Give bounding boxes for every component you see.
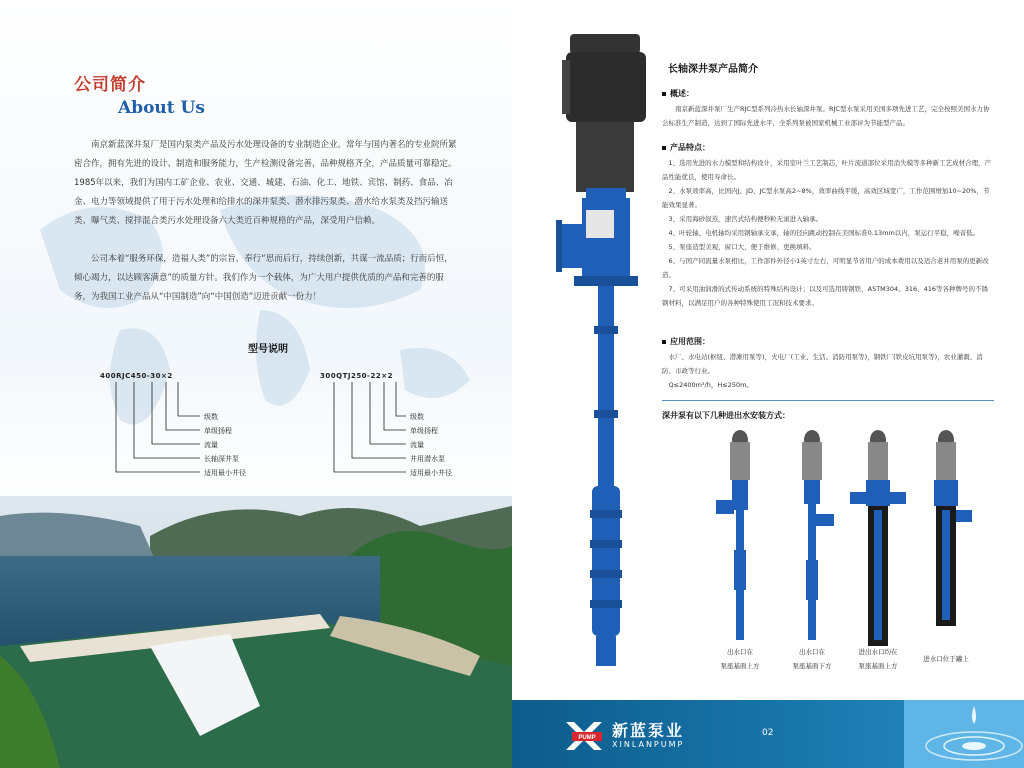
model-label: 适用最小井径 [204,469,246,477]
pump-variant-1 [710,430,770,650]
intro-paragraph-2: 公司本着“服务环保，造福人类”的宗旨，奉行“思而后行，持续创新，共谋一流品质；行而后恒，倾心竭力，以达顾客满意”的质量方针。我们作为一个载体，为广大用户提供优质的产品和完善的服务，为我国工业产品从“中国制造”向“中国创造”迈进贡献一份力！ [74,254,453,302]
overview-text: 南京新蓝深井泵厂生产RJC型系列冷热水长轴深井泵。RJC型水泵采用美国多项先进工艺，完全按照美国水力协会标准生产制造，达到了国际先进水平，全系列泵被国家机械工业部评为节能型产品。 [662,105,990,127]
footer-band [512,700,1024,768]
model-bracket-lines [320,382,410,482]
pump-variant-3 [848,430,908,650]
overview-heading: 概述： [662,88,694,99]
logo-text: PUMP [578,735,596,741]
install-methods-heading: 深井泵有以下几种进出水安装方式： [662,411,790,420]
model-label: 单级扬程 [410,427,438,435]
pump-variant-2 [782,430,842,650]
features-heading: 产品特点： [662,142,710,153]
scope-text: 水厂、水电站(枢纽、潜滩用泵等)，火电厂(工业、生活、消防用泵等)，钢铁厂(铁皮坑用泵等)，农业灌溉、消防、市政等行业。 [662,353,983,375]
section-divider [662,400,994,401]
water-drop-image [904,700,1024,768]
model-label: 级数 [204,413,218,421]
caption-line: 出水口在 [799,648,825,656]
caption-line: 泵座基面上方 [858,662,898,670]
feature-item: 7、可采用油润滑的式传动系统的特殊结构设计；以及可选用铸钢铁，ASTM304、316、416等各种牌号的不锈钢材料，以满足用户的各种特殊使用工况和技术要求。 [662,285,989,307]
product-intro-title: 长轴深井泵产品简介 [668,64,758,75]
model-label: 流量 [410,441,424,449]
model-diagram-rjc [100,372,300,482]
caption-line: 泵座基面下方 [792,662,832,670]
page-number: 02 [762,728,774,738]
model-code: 400RJC450-30×2 [100,372,173,380]
model-explanation-title: 型号说明 [248,344,288,355]
scope-heading: 应用范围： [662,336,710,347]
model-label: 适用最小井径 [410,469,452,477]
install-caption-1 [705,645,775,673]
model-label: 井用潜水泵 [410,455,445,463]
long-shaft-pump-image [556,30,668,670]
model-label: 单级扬程 [204,427,232,435]
caption-line: 出水口在 [727,648,753,656]
install-caption-4 [911,652,981,666]
model-bracket-lines [100,382,220,482]
feature-item: 2、水泵效率高，比国内J、JD、JC型水泵高2~8%，效率曲线平缓，高效区域宽广，工作范围增加10~20%，节能效果显著。 [662,187,990,209]
model-code: 300QTJ250-22×2 [320,372,393,380]
brand-name-en: XINLANPUMP [612,740,685,749]
feature-item: 6、与国产同流量水泵相比，工作部件外径小1英寸左右，可明显节省用户的成本费用以及适合老井用泵的更新改造。 [662,257,989,279]
caption-line: 进出水口均在 [858,648,898,656]
feature-item: 1、选用先进的水力模型和结构设计，采用室叶兰工艺制芯，叶片流道部位采用消失模等多种新工艺成材合理，产品性能优良，使用寿命长。 [662,159,992,181]
model-label: 级数 [410,413,424,421]
section-title-en: About Us [118,98,205,118]
caption-line: 泵座基面上方 [720,662,760,670]
dam-landscape-photo [0,496,512,768]
model-label: 长轴深井泵 [204,455,239,463]
feature-item: 4、叶轮轴、电机轴均采用钢轴承支承，轴的径向跳动控制在美国标准0.13mm以内，泵运行平稳，噪音低。 [668,229,980,237]
section-title-cn: 公司简介 [74,75,146,95]
model-diagram-qtj [320,372,512,482]
right-page [512,0,1024,768]
feature-item: 5、泵座造型美观，窗口大，便于维修、更换填料。 [668,243,816,251]
scope-text-block [662,350,992,392]
feature-item: 3、采用海砂叙蒸，速宫式结构便秒粒无滚进入轴承。 [668,215,823,223]
features-list [662,156,992,310]
intro-paragraph-1: 南京新蓝深井泵厂是国内泵类产品及污水处理设备的专业制造企业。常年与国内著名的专业院所紧密合作，拥有先进的设计、制造和服务能力，生产检测设备完善，品种规格齐全，产品质量可靠稳定。1985年以来，我们为国内工矿企业、农业、交通、城建、石油、化工、地铁、宾馆、制药、食品、冶金、电力等领域提供了用于污水处理和给排水的深井泵类、潜水排污泵类、潜水给水泵类及挡污输送类、曝气类、搅拌混合类污水处理设备六大类近百种规格的产品，深受用户信赖。 [74,140,457,226]
caption-line: 进水口位于罐上 [923,655,969,663]
xinlan-logo-icon [564,718,604,754]
brand-name-cn: 新蓝泵业 [612,721,685,740]
model-label: 流量 [204,441,218,449]
scope-range: Q≤2400m³/h，H≤250m。 [668,381,753,389]
install-caption-3 [843,645,913,673]
install-caption-2 [777,645,847,673]
pump-variant-4 [916,430,976,650]
